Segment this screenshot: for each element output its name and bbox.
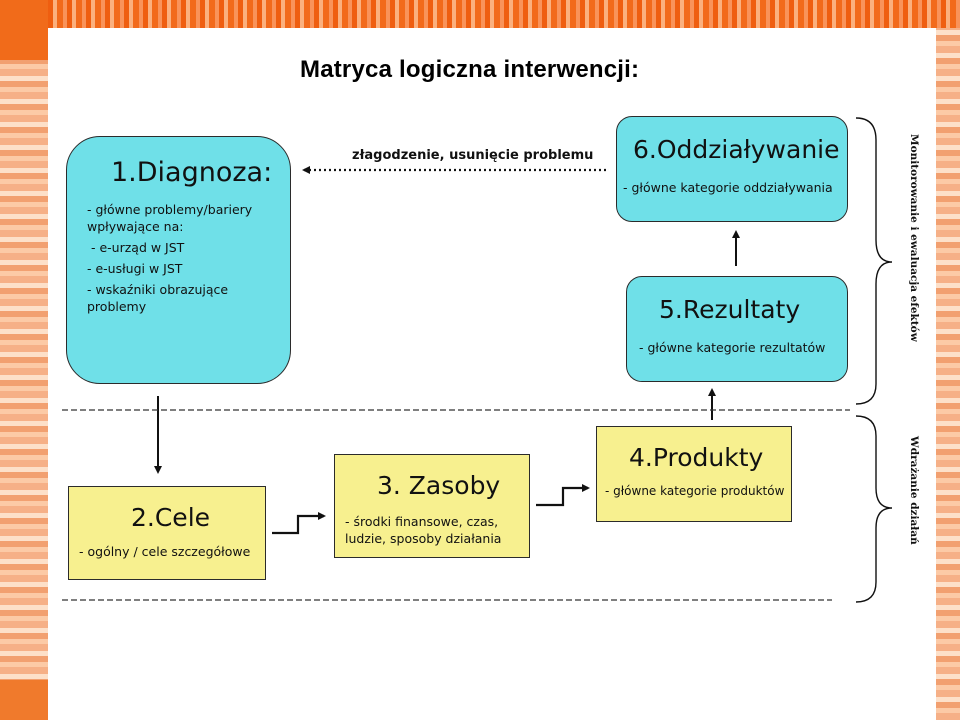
- side-label-implementation: Wdrażanie działań: [908, 436, 920, 545]
- side-label-monitoring: Monitorowanie i ewaluacja efektów: [908, 134, 920, 342]
- diagnoza-line: - e-usługi w JST: [87, 261, 183, 276]
- produkty-box: [596, 426, 792, 522]
- feedback-label: złagodzenie, usunięcie problemu: [352, 148, 594, 163]
- zasoby-sub: - środki finansowe, czas, ludzie, sposoby działania: [345, 514, 502, 546]
- arrow-zasoby-to-produkty: [536, 488, 588, 505]
- cele-heading: 2.Cele: [131, 503, 211, 532]
- oddzialywanie-sub: - główne kategorie oddziaływania: [623, 180, 833, 195]
- diagnoza-box: [66, 136, 291, 384]
- brace-implementation: [856, 416, 892, 602]
- diagnoza-line: - e-urząd w JST: [87, 240, 185, 255]
- arrow-cele-to-zasoby: [272, 516, 324, 533]
- diagnoza-list: [87, 201, 287, 319]
- diagnoza-line: - wskaźniki obrazujące problemy: [87, 282, 229, 314]
- brace-monitoring: [856, 118, 892, 404]
- rezultaty-heading: 5.Rezultaty: [659, 295, 801, 324]
- slide-title: Matryca logiczna interwencji:: [300, 56, 640, 83]
- oddzialywanie-heading: 6.Oddziaływanie: [633, 135, 840, 164]
- rezultaty-box: [626, 276, 848, 382]
- diagnoza-line: - główne problemy/bariery wpływające na:: [87, 202, 253, 234]
- oddzialywanie-box: [616, 116, 848, 222]
- produkty-sub: - główne kategorie produktów: [605, 484, 785, 498]
- rezultaty-sub: - główne kategorie rezultatów: [639, 340, 826, 355]
- zasoby-heading: 3. Zasoby: [377, 471, 501, 500]
- produkty-heading: 4.Produkty: [629, 443, 764, 472]
- zasoby-box: [334, 454, 530, 558]
- cele-box: [68, 486, 266, 580]
- cele-sub: - ogólny / cele szczegółowe: [79, 544, 251, 559]
- diagnoza-heading: 1.Diagnoza:: [111, 157, 273, 188]
